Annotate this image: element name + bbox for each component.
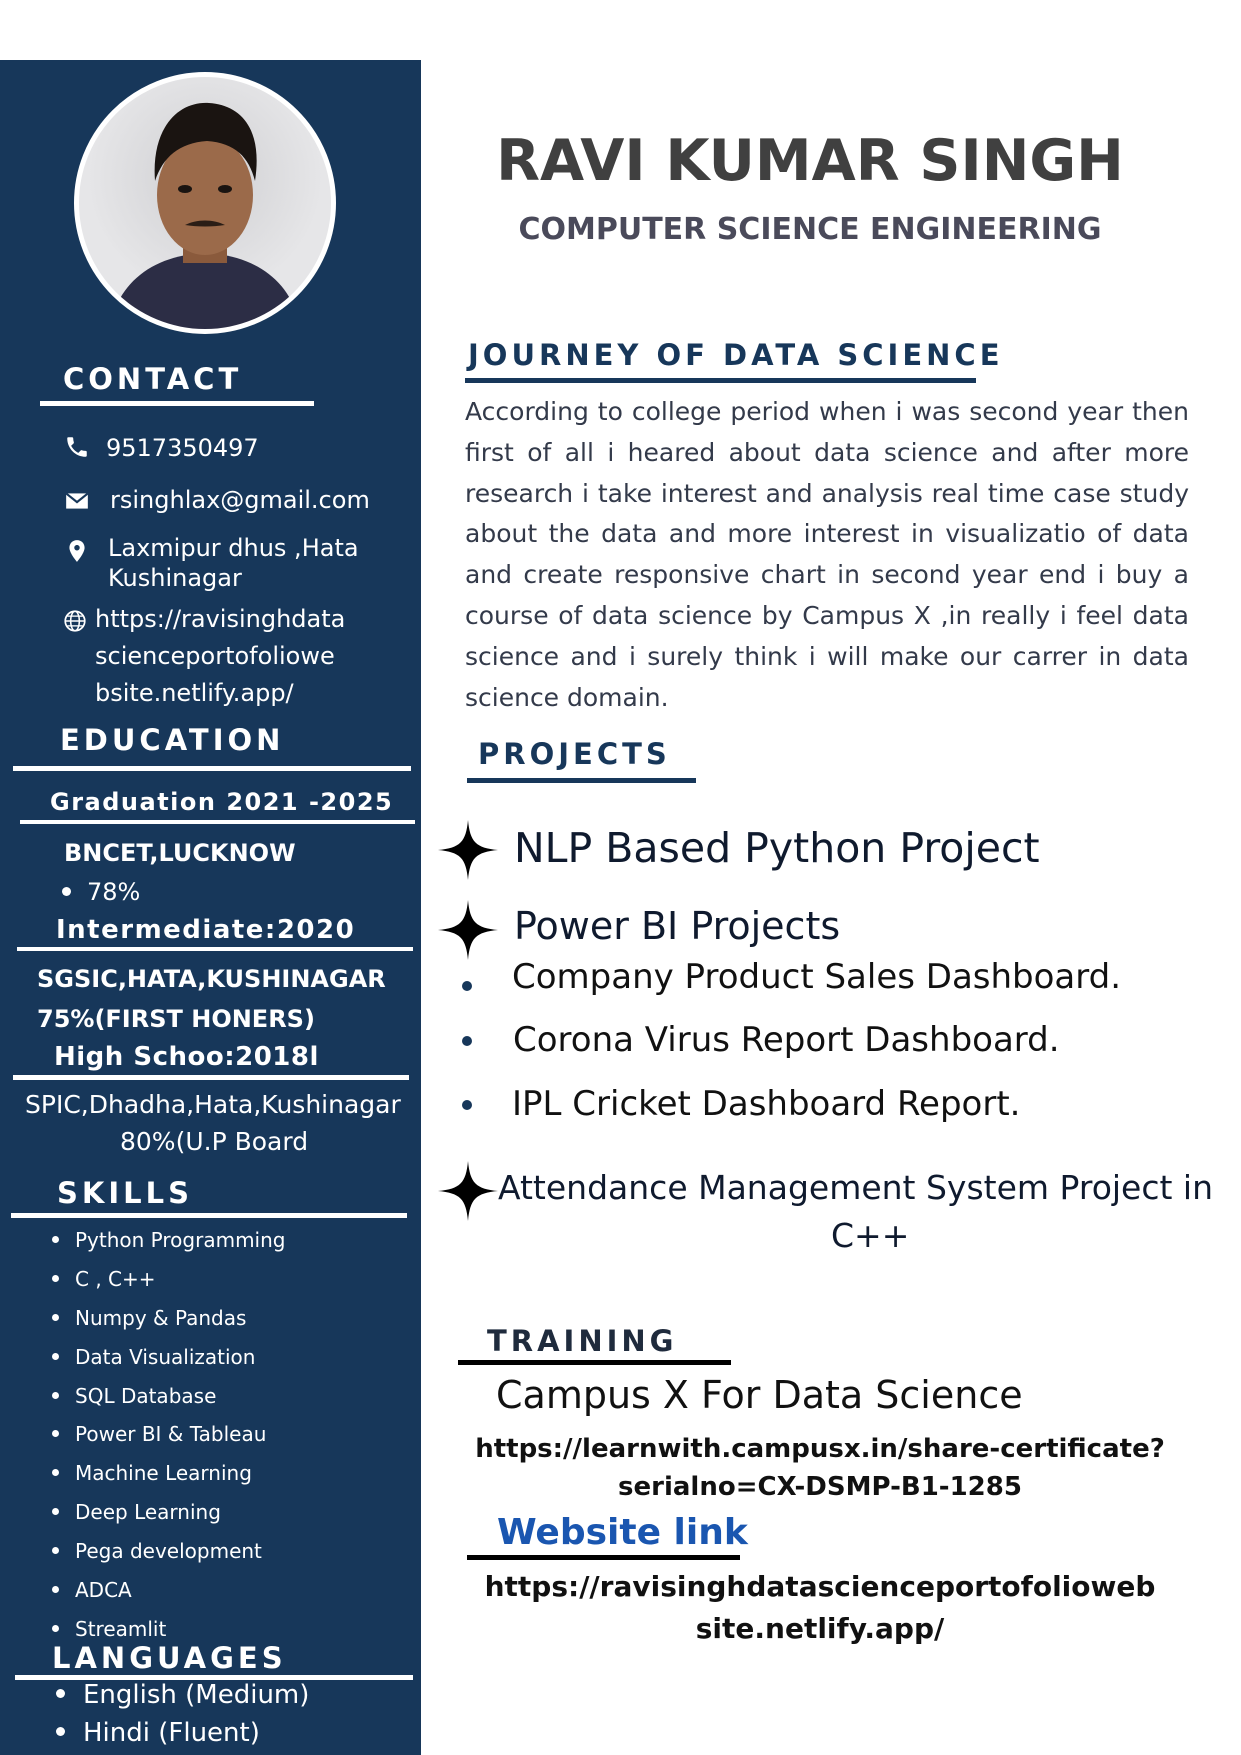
bullet-icon	[462, 1100, 472, 1110]
star-bullet-icon	[436, 1159, 500, 1223]
email-icon	[64, 488, 90, 514]
powerbi-item: Corona Virus Report Dashboard.	[513, 1020, 1060, 1060]
phone-icon	[64, 434, 90, 460]
contact-website-line3[interactable]: bsite.netlify.app/	[95, 679, 294, 707]
skills-heading: SKILLS	[57, 1176, 193, 1210]
skill-item: Streamlit	[52, 1617, 166, 1641]
education-intermediate: Intermediate:2020	[56, 915, 356, 945]
intermediate-divider	[17, 947, 413, 951]
powerbi-item: IPL Cricket Dashboard Report.	[512, 1084, 1021, 1124]
language-item: Hindi (Fluent)	[56, 1718, 260, 1748]
contact-heading: CONTACT	[63, 362, 243, 396]
education-heading: EDUCATION	[60, 723, 285, 757]
training-title: Campus X For Data Science	[496, 1373, 1023, 1417]
contact-address-line1: Laxmipur dhus ,Hata	[108, 534, 359, 562]
languages-heading: LANGUAGES	[52, 1641, 287, 1675]
skill-item: Power BI & Tableau	[52, 1422, 266, 1446]
portfolio-link-line1[interactable]: https://ravisinghdatascienceportofolioweb	[484, 1570, 1156, 1603]
skill-item: C , C++	[52, 1267, 156, 1291]
location-icon	[64, 538, 90, 564]
contact-phone[interactable]: 9517350497	[106, 434, 259, 462]
education-divider	[13, 766, 411, 771]
education-high-school: High Schoo:2018l	[54, 1042, 319, 1072]
contact-website-line2[interactable]: scienceportofoliowe	[95, 642, 335, 670]
star-bullet-icon	[436, 898, 500, 962]
projects-divider	[467, 778, 696, 783]
training-heading: TRAINING	[487, 1324, 678, 1358]
project-attendance-line1: Attendance Management System Project in	[498, 1168, 1214, 1207]
portfolio-link-line2[interactable]: site.netlify.app/	[695, 1612, 945, 1645]
contact-address-line2: Kushinagar	[108, 564, 242, 592]
contact-website-line1[interactable]: https://ravisinghdata	[95, 605, 346, 633]
candidate-name: RAVI KUMAR SINGH	[496, 128, 1124, 194]
skill-item: ADCA	[52, 1578, 132, 1602]
candidate-role: COMPUTER SCIENCE ENGINEERING	[518, 212, 1102, 247]
education-college: BNCET,LUCKNOW	[64, 839, 296, 867]
education-hs-school: SPIC,Dhadha,Hata,Kushinagar	[25, 1090, 401, 1119]
powerbi-item: Company Product Sales Dashboard.	[512, 957, 1122, 997]
project-attendance-line2: C++	[831, 1216, 910, 1255]
skill-item: Machine Learning	[52, 1461, 252, 1485]
bullet-icon	[462, 1036, 472, 1046]
project-nlp: NLP Based Python Project	[514, 824, 1040, 872]
skills-divider	[11, 1213, 407, 1218]
bullet-icon	[462, 981, 472, 991]
high-school-divider	[13, 1075, 409, 1080]
journey-paragraph: According to college period when i was second year then first of all i heared about data science and after more research i take interest and analysis real time case study about the data and more interest in visualizatio of data and create responsive chart in second year end i buy a course of data science by Campus X ,in really i feel data science and i surely think i will make our carrer in data science domain.	[465, 397, 1189, 712]
contact-divider	[40, 401, 314, 406]
education-graduation: Graduation 2021 -2025	[50, 788, 394, 816]
education-hs-score: 80%(U.P Board	[120, 1127, 309, 1156]
training-divider	[458, 1360, 731, 1365]
projects-heading: PROJECTS	[478, 737, 671, 771]
skill-item: SQL Database	[52, 1384, 216, 1408]
skill-item: Data Visualization	[52, 1345, 255, 1369]
certificate-link-line1[interactable]: https://learnwith.campusx.in/share-certificate?	[475, 1434, 1165, 1464]
graduation-divider	[20, 820, 415, 824]
language-item: English (Medium)	[56, 1680, 309, 1710]
skill-item: Deep Learning	[52, 1500, 221, 1524]
journey-heading: JOURNEY OF DATA SCIENCE	[468, 338, 1004, 372]
website-link-divider	[467, 1555, 740, 1560]
profile-photo	[74, 72, 336, 334]
education-inter-school: SGSIC,HATA,KUSHINAGAR	[37, 965, 386, 993]
star-bullet-icon	[436, 818, 500, 882]
globe-icon	[62, 608, 88, 634]
skill-item: Python Programming	[52, 1228, 285, 1252]
project-powerbi: Power BI Projects	[514, 904, 841, 948]
education-inter-score: 75%(FIRST HONERS)	[37, 1005, 315, 1033]
education-college-score: 78%	[62, 878, 140, 906]
certificate-link-line2[interactable]: serialno=CX-DSMP-B1-1285	[618, 1472, 1022, 1502]
skill-item: Numpy & Pandas	[52, 1306, 246, 1330]
journey-divider	[465, 378, 976, 383]
contact-email[interactable]: rsinghlax@gmail.com	[110, 486, 370, 514]
skill-item: Pega development	[52, 1539, 262, 1563]
website-link-heading[interactable]: Website link	[497, 1512, 748, 1553]
